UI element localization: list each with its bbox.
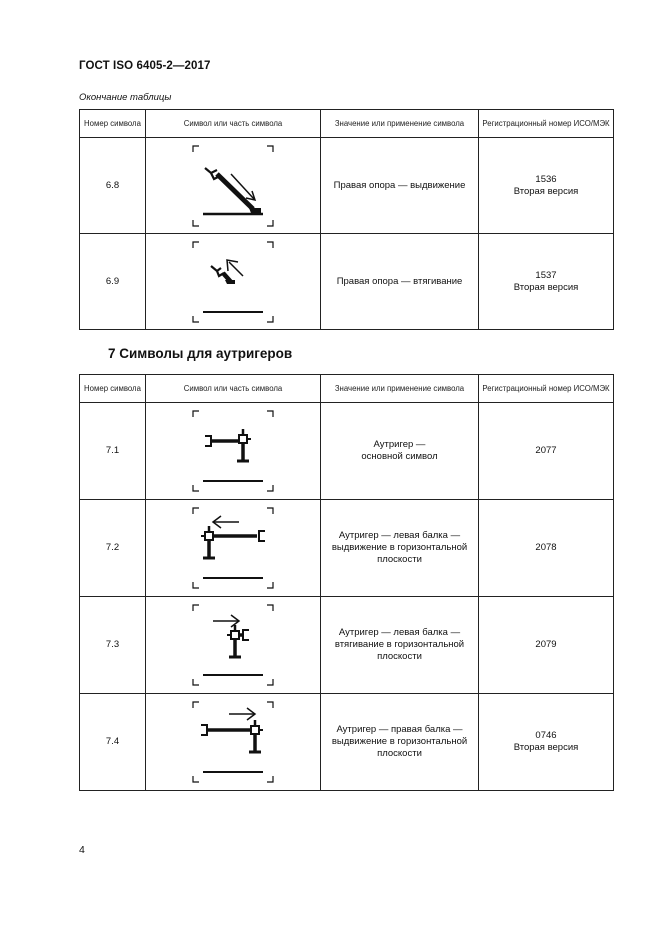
outrigger-left-beam-retract-icon: [191, 603, 275, 687]
reg-number-value: 2079: [535, 639, 557, 650]
section-heading: 7 Символы для аутригеров: [108, 346, 293, 361]
meaning-line: плоскости: [377, 651, 422, 662]
registration-number: [479, 234, 614, 330]
reg-version-note: Вторая версия: [513, 185, 579, 197]
symbol-number: 6.9: [80, 234, 146, 330]
meaning-line: основной символ: [361, 451, 438, 462]
meaning-line: втягивание в горизонтальной: [334, 639, 465, 650]
meaning-line: Аутригер — левая балка —: [338, 530, 461, 541]
registration-number: [479, 694, 614, 791]
symbol-meaning: [321, 597, 479, 694]
meaning-line: Аутригер —: [373, 439, 426, 450]
reg-version-note: Вторая версия: [513, 742, 579, 753]
reg-number-value: 2078: [535, 542, 557, 553]
page-number: 4: [79, 844, 85, 856]
column-header-reg-number: Регистрационный номер ИСО/МЭК: [479, 375, 614, 403]
symbol-meaning: [321, 694, 479, 791]
reg-number-value: 1537: [535, 269, 557, 281]
column-header-meaning: Значение или применение символа: [321, 375, 479, 403]
meaning-line: плоскости: [377, 554, 422, 565]
registration-number: [479, 138, 614, 234]
table-row: [80, 597, 614, 694]
column-header-reg-number: Регистрационный номер ИСО/МЭК: [479, 110, 614, 138]
column-header-number: Номер символа: [80, 375, 146, 403]
symbol-number: 7.3: [80, 597, 146, 694]
table-continuation-label: Окончание таблицы: [79, 92, 172, 103]
outrigger-basic-symbol-icon: [191, 409, 275, 493]
symbol-cell: [146, 597, 321, 694]
table-row: [80, 500, 614, 597]
right-outrigger-extend-symbol-icon: [191, 144, 275, 228]
table-row: [80, 694, 614, 791]
registration-number: [479, 597, 614, 694]
symbol-meaning: [321, 500, 479, 597]
right-outrigger-retract-symbol-icon: [191, 240, 275, 324]
symbol-number: 7.4: [80, 694, 146, 791]
column-header-symbol: Символ или часть символа: [146, 375, 321, 403]
symbol-meaning: Правая опора — втягивание: [321, 234, 479, 330]
reg-number-value: 1536: [535, 173, 557, 185]
symbol-meaning: [321, 403, 479, 500]
reg-version-note: Вторая версия: [513, 281, 579, 293]
table-row: [80, 403, 614, 500]
reg-number-value: 0746: [535, 730, 557, 741]
table-header-row: [80, 110, 614, 138]
symbol-cell: [146, 500, 321, 597]
column-header-number: Номер символа: [80, 110, 146, 138]
table-row: [80, 234, 614, 330]
reg-number-value: 2077: [535, 445, 557, 456]
registration-number: [479, 403, 614, 500]
meaning-line: плоскости: [377, 748, 422, 759]
symbol-cell: [146, 694, 321, 791]
registration-number: [479, 500, 614, 597]
symbol-number: 6.8: [80, 138, 146, 234]
outrigger-left-beam-extend-icon: [191, 506, 275, 590]
meaning-line: выдвижение в горизонтальной: [331, 736, 468, 747]
symbols-table-continued: [79, 109, 614, 330]
symbol-cell: [146, 234, 321, 330]
outrigger-right-beam-extend-icon: [191, 700, 275, 784]
column-header-symbol: Символ или часть символа: [146, 110, 321, 138]
meaning-line: Аутригер — правая балка —: [336, 724, 463, 735]
symbol-number: 7.1: [80, 403, 146, 500]
symbol-number: 7.2: [80, 500, 146, 597]
symbol-cell: [146, 403, 321, 500]
standard-title: ГОСТ ISO 6405-2—2017: [79, 60, 211, 72]
meaning-line: выдвижение в горизонтальной: [331, 542, 468, 553]
table-row: [80, 138, 614, 234]
outrigger-symbols-table: [79, 374, 614, 791]
symbol-meaning: Правая опора — выдвижение: [321, 138, 479, 234]
meaning-line: Аутригер — левая балка —: [338, 627, 461, 638]
table-header-row: [80, 375, 614, 403]
column-header-meaning: Значение или применение символа: [321, 110, 479, 138]
symbol-cell: [146, 138, 321, 234]
